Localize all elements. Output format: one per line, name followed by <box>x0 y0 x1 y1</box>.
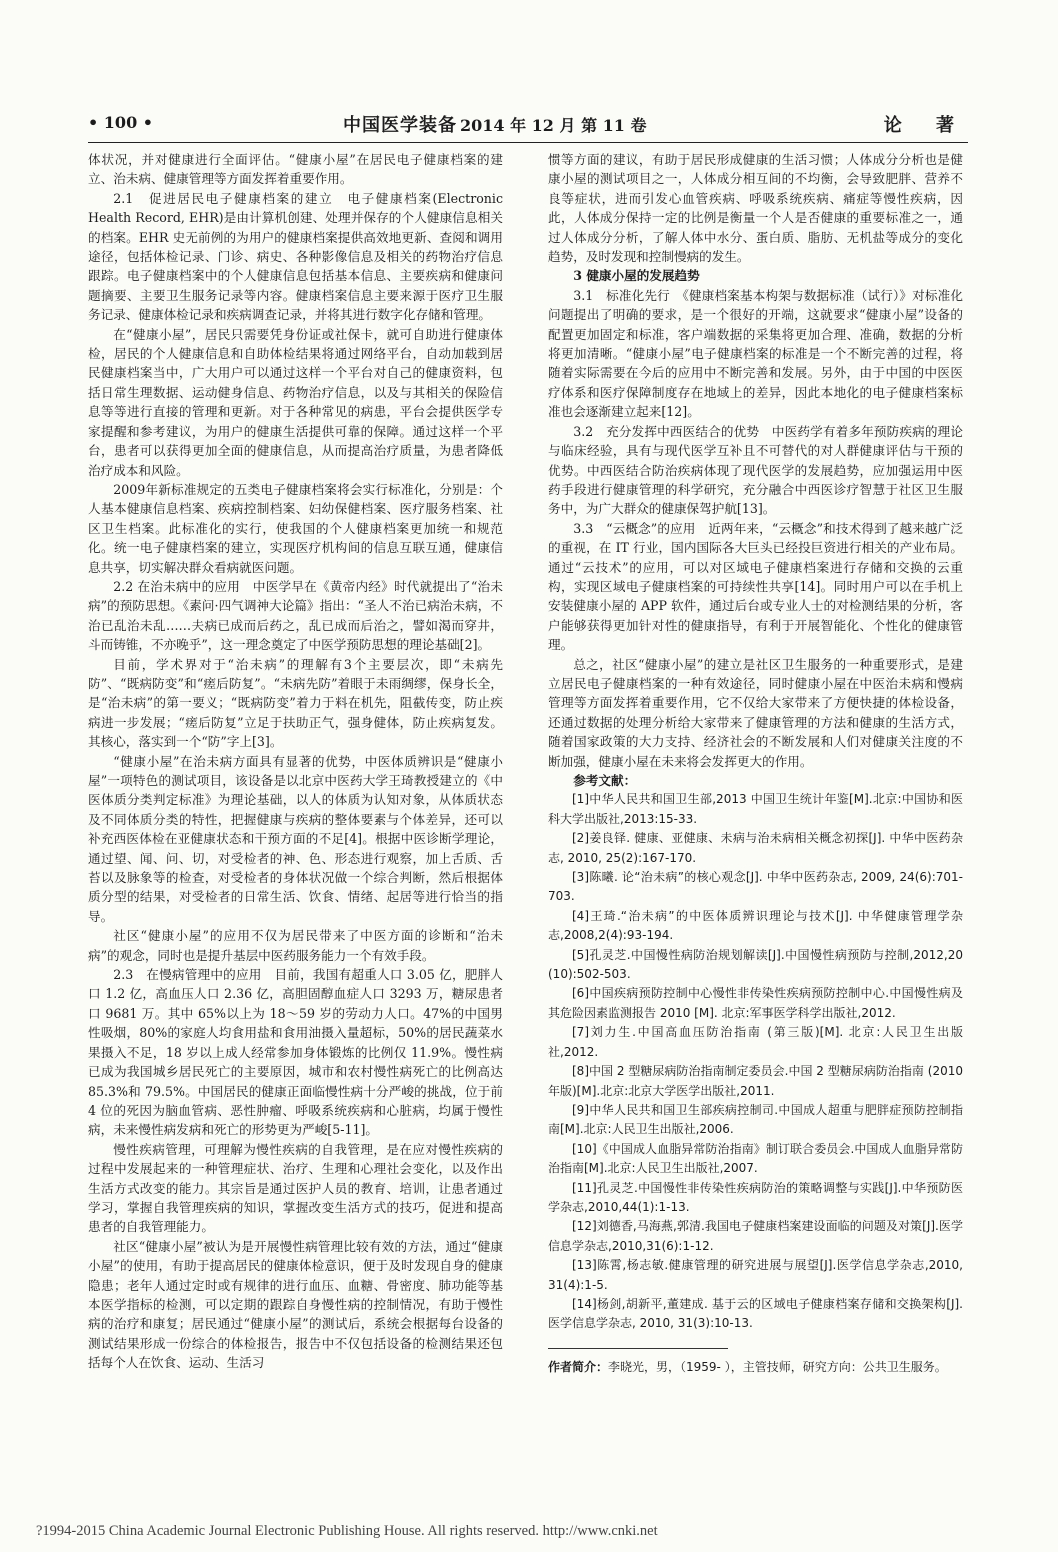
reference-item: [1]中华人民共和国卫生部,2013 中国卫生统计年鉴[M].北京:中国协和医科大学出版社,2013:15-33. <box>548 792 963 826</box>
paragraph <box>88 577 503 655</box>
journal-title: 中国医学装备 <box>343 115 457 136</box>
right-body <box>548 150 963 771</box>
paragraph: 总之，社区“健康小屋”的建立是社区卫生服务的一种重要形式，是建立居民电子健康档案的一种有效途径，同时健康小屋在中医治未病和慢病管理等方面发挥着重要作用，它不仅给大家带来了方便快捷的体检设备，还通过数据的处理分析给大家带来了健康管理的方法和健康的生活方式，随着国家政策的大力支持、经济社会的不断发展和人们对健康关注度的不断加强，健康小屋在未来将会发挥更大的作用。 <box>548 656 963 769</box>
paragraph-text: 中医药学有着多年预防疾病的理论与临床经验，具有与现代医学互补且不可替代的对人群健康评估与干预的优势。中西医结合防治疾病体现了现代医学的发展趋势，应加强运用中医药手段进行健康管理的科学研究，充分融合中西医诊疗智慧于社区卫生服务中，为广大群众的健康保驾护航[13]。 <box>548 423 964 517</box>
reference-item: [6]中国疾病预防控制中心慢性非传染性疾病预防控制中心.中国慢性病及其危险因素监测报告 2010 [M]. 北京:军事医学科学出版社,2012. <box>548 986 963 1020</box>
paragraph: 社区“健康小屋”被认为是开展慢性病管理比较有效的方法，通过“健康小屋”的使用，有助于提高居民的健康体检意识，便于及时发现自身的健康隐患；老年人通过定时或有规律的进行血压、血糖、骨密度、肺功能等基本医学指标的检测，可以定期的跟踪自身慢性病的控制情况，有助于慢性病的治疗和康复；居民通过“健康小屋”的测试后，系统会根据每台设备的测试结果形成一份综合的体检报告，报告中不仅包括设备的检测结果还包括每个人在饮食、运动、生活习 <box>88 1238 503 1371</box>
reference-item: [5]孔灵芝.中国慢性病防治规划解读[J].中国慢性病预防与控制,2012,20 (10):502-503. <box>548 947 963 982</box>
reference-item: [7]刘力生.中国高血压防治指南 (第三版)[M]. 北京:人民卫生出版社,2012. <box>548 1025 963 1059</box>
paragraph <box>548 519 963 655</box>
reference-item: [14]杨剑,胡新平,董建成. 基于云的区域电子健康档案存储和交换架构[J]. 医学信息学杂志, 2010, 31(3):10-13. <box>548 1296 963 1331</box>
page-number: • 100 • <box>88 113 153 132</box>
subsection-heading: 3.3 “云概念”的应用 <box>573 520 696 536</box>
paragraph <box>548 422 963 519</box>
author-text: 李晓光，男，（1959- ），主管技师，研究方向：公共卫生服务。 <box>608 1359 947 1374</box>
subsection-heading: 3.1 标准化先行 <box>573 287 670 303</box>
left-column <box>88 150 503 1373</box>
paragraph-text: 中医学早在《黄帝内经》时代就提出了“治未病”的预防思想。《素问·四气调神大论篇》指出：“圣人不治已病治未病，不治已乱治未乱……夫病已成而后药之，乱已成而后治之，譬如渴而穿井，斗而铸锥，不亦晚乎”，这一理念奠定了中医学预防思想的理论基础[2]。 <box>88 578 503 653</box>
reference-item: [4]王琦.“治未病”的中医体质辨识理论与技术[J]. 中华健康管理学杂志,2008,2(4):93-194. <box>548 908 963 943</box>
paragraph <box>88 189 503 325</box>
subsection-heading: 2.3 在慢病管理中的应用 <box>113 967 262 983</box>
page-header <box>88 111 968 141</box>
reference-item: [13]陈霄,杨志敏.健康管理的研究进展与展望[J].医学信息学杂志,2010, 31(4):1-5. <box>548 1258 963 1292</box>
paragraph: 在“健康小屋”，居民只需要凭身份证或社保卡，就可自助进行健康体检，居民的个人健康信息和自助体检结果将通过网络平台，自动加载到居民健康档案当中，广大用户可以通过这样一个平台对自己的健康资料，包括日常生理数据、运动健身信息、药物治疗信息，以及与其相关的保险信息等等进行直接的管理和更新。对于各种常见的病患，平台会提供医学专家提醒和参考建议，为用户的健康生活提供可靠的保障。通过这样一个平台，患者可以获得更加全面的健康信息，从而提高治疗质量，为患者降低治疗成本和风险。 <box>88 326 503 478</box>
reference-item: [9]中华人民共和国卫生部疾病控制司.中国成人超重与肥胖症预防控制指南[M].北京:人民卫生出版社,2006. <box>548 1102 963 1137</box>
paragraph: “健康小屋”在治未病方面具有显著的优势，中医体质辨识是“健康小屋”一项特色的测试项目，该设备是以北京中医药大学王琦教授建立的《中医体质分类判定标准》为理论基础，以人的体质为认知对象，从体质状态及不同体质分类的特性，把握健康与疾病的整体要素与个体差异，还可以补充西医体检在亚健康状态和干预方面的不足[4]。根据中医诊断学理论，通过望、闻、问、切，对受检者的神、色、形态进行观察，加上舌质、舌苔以及脉象等的检查，对受检者的身体状况做一个综合判断，然后根据体质分型的结果，对受检者的日常生活、饮食、情绪、起居等进行恰当的指导。 <box>88 753 503 924</box>
reference-item: [11]孔灵芝.中国慢性非传染性疾病防治的策略调整与实践[J].中华预防医学杂志,2010,44(1):1-13. <box>548 1180 963 1214</box>
paragraph <box>548 286 963 422</box>
subsection-heading: 2.1 促进居民电子健康档案的建立 <box>113 190 334 206</box>
reference-item: [12]刘德香,马海燕,郭清.我国电子健康档案建设面临的问题及对策[J].医学信息学杂志,2010,31(6):1-12. <box>548 1219 963 1253</box>
paragraph: 慢性疾病管理，可理解为慢性疾病的自我管理，是在应对慢性疾病的过程中发展起来的一种管理症状、治疗、生理和心理社会变化，以及作出生活方式改变的能力。其宗旨是通过医护人员的教育、培训，让患者通过学习，掌握自我管理疾病的知识，掌握改变生活方式的技巧，促进和提高患者的自我管理能力。 <box>88 1141 503 1235</box>
paragraph-text: 电子健康档案(Electronic Health Record, EHR)是由计算机创建、处理并保存的个人健康信息相关的档案。EHR 史无前例的为用户的健康档案提供高效地更新、查阅和调用途径，包括体检记录、门诊、病史、各种影像信息及相关的药物治疗信息跟踪。电子健康档案中的个人健康信息包括基本信息、主要疾病和健康问题摘要、主要卫生服务记录等内容。健康档案信息主要来源于医疗卫生服务记录、健康体检记录和疾病调查记录，并将其进行数字化存储和管理。 <box>88 190 503 323</box>
header-rule <box>88 142 968 143</box>
references-heading: 参考文献： <box>573 773 637 788</box>
paragraph: 体状况，并对健康进行全面评估。“健康小屋”在居民电子健康档案的建立、治未病、健康管理等方面发挥着重要作用。 <box>88 152 503 187</box>
reference-item: [8]中国 2 型糖尿病防治指南制定委员会.中国 2 型糖尿病防治指南 (2010 年版)[M].北京:北京大学医学出版社,2011. <box>548 1064 963 1098</box>
author-label: 作者简介： <box>548 1359 609 1374</box>
copyright-footer: ?1994-2015 China Academic Journal Electronic Publishing House. All rights reserved. http://www.cnki.net <box>36 1523 658 1539</box>
paragraph: 社区“健康小屋”的应用不仅为居民带来了中医方面的诊断和“治未病”的观念，同时也是提升基层中医药服务能力一个有效手段。 <box>88 928 503 963</box>
issue-info: 2014 年 12 月 第 11 卷 <box>460 116 647 135</box>
reference-item: [10]《中国成人血脂异常防治指南》制订联合委员会.中国成人血脂异常防治指南[M].北京:人民卫生出版社,2007. <box>548 1141 963 1176</box>
paragraph-text: 近两年来，“云概念”和技术得到了越来越广泛的重视，在 IT 行业，国内国际各大巨头已经投巨资进行相关的产业布局。通过“云技术”的应用，可以对区域电子健康档案进行存储和交换的云重构，实现区域电子健康档案的可持续性共享[14]。同时用户可以在手机上安装健康小屋的 APP 软件，通过后台或专业人士的对检测结果的分析，客户能够获得更加针对性的健康指导，有利于开展智能化、个性化的健康管理。 <box>548 520 963 653</box>
reference-list <box>548 790 963 1333</box>
author-rule <box>548 1348 728 1357</box>
paragraph: 2009年新标准规定的五类电子健康档案将会实行标准化，分别是：个人基本健康信息档案、疾病控制档案、妇幼保健档案、医疗服务档案、社区卫生档案。此标准化的实行，使我国的个人健康档案更加统一和规范化。统一电子健康档案的建立，实现医疗机构间的信息互联互通，健康信息共享，切实解决群众看病就医问题。 <box>88 481 503 575</box>
subsection-heading: 2.2 在治未病中的应用 <box>113 578 241 594</box>
section-label: 论 著 <box>883 115 968 136</box>
subsection-heading: 3.2 充分发挥中西医结合的优势 <box>573 423 760 439</box>
paragraph <box>88 965 503 1140</box>
section-heading: 3 健康小屋的发展趋势 <box>573 268 700 284</box>
author-note <box>548 1357 963 1377</box>
reference-item: [2]姜良铎. 健康、亚健康、未病与治未病相关概念初探[J]. 中华中医药杂志, 2010, 25(2):167-170. <box>548 831 963 865</box>
reference-item: [3]陈曦. 论“治未病”的核心观念[J]. 中华中医药杂志, 2009, 24(6):701-703. <box>548 870 963 904</box>
paragraph-text: 目前，我国有超重人口 3.05 亿，肥胖人口 1.2 亿，高血压人口 2.36 亿，高胆固醇血症人口 3293 万，糖尿患者口 9681 万。其中 65%以上为 18～59 岁的劳动力人口。47%的中国男性吸烟，80%的家庭人均食用盐和食用油摄入量超标，50%的居民蔬菜水果摄入不足，18 岁以上成人经常参加身体锻炼的比例仅 11.9%。慢性病已成为我国城乡居民死亡的主要原因，城市和农村慢性病死亡的比例高达 85.3%和 79.5%。中国居民的健康正面临慢性病十分严峻的挑战，位于前 4 位的死因为脑血管病、恶性肿瘤、呼吸系统疾病和心脏病，均属于慢性病，未来慢性病发病和死亡的形势更为严峻[5-11]。 <box>88 967 503 1138</box>
paragraph-text: 《健康档案基本构架与数据标准（试行）》对标准化问题提出了明确的要求，是一个很好的开端，这就要求“健康小屋”设备的配置更加固定和标准，客户端数据的采集将更加合理、准确，数据的分析将更加清晰。“健康小屋”电子健康档案的标准是一个不断完善的过程，将随着实际需要在今后的应用中不断完善和发展。另外，由于中国的中医医疗体系和医疗保障制度存在地域上的差异，因此本地化的电子健康档案标准也会逐渐建立起来[12]。 <box>548 287 963 420</box>
right-column <box>548 150 963 1377</box>
paragraph: 目前，学术界对于“治未病”的理解有3个主要层次，即“未病先防”、“既病防变”和“瘥后防复”。“未病先防”着眼于未雨绸缪，保身长全，是“治未病”的第一要义；“既病防变”着力于料在机先，阻截传变，防止疾病进一步发展；“瘥后防复”立足于扶助正气，强身健体，防止疾病复发。其核心，落实到一个“防”字上[3]。 <box>88 656 503 750</box>
paragraph: 惯等方面的建议，有助于居民形成健康的生活习惯；人体成分分析也是健康小屋的测试项目之一，人体成分相互间的不均衡，会导致肥胖、营养不良等症状，进而引发心血管疾病、呼吸系统疾病、痛症等慢性疾病，因此，人体成分保持一定的比例是衡量一个人是否健康的重要标准之一，通过人体成分分析，了解人体中水分、蛋白质、脂肪、无机盐等成分的变化趋势，及时发现和控制慢病的发生。 <box>548 152 963 265</box>
